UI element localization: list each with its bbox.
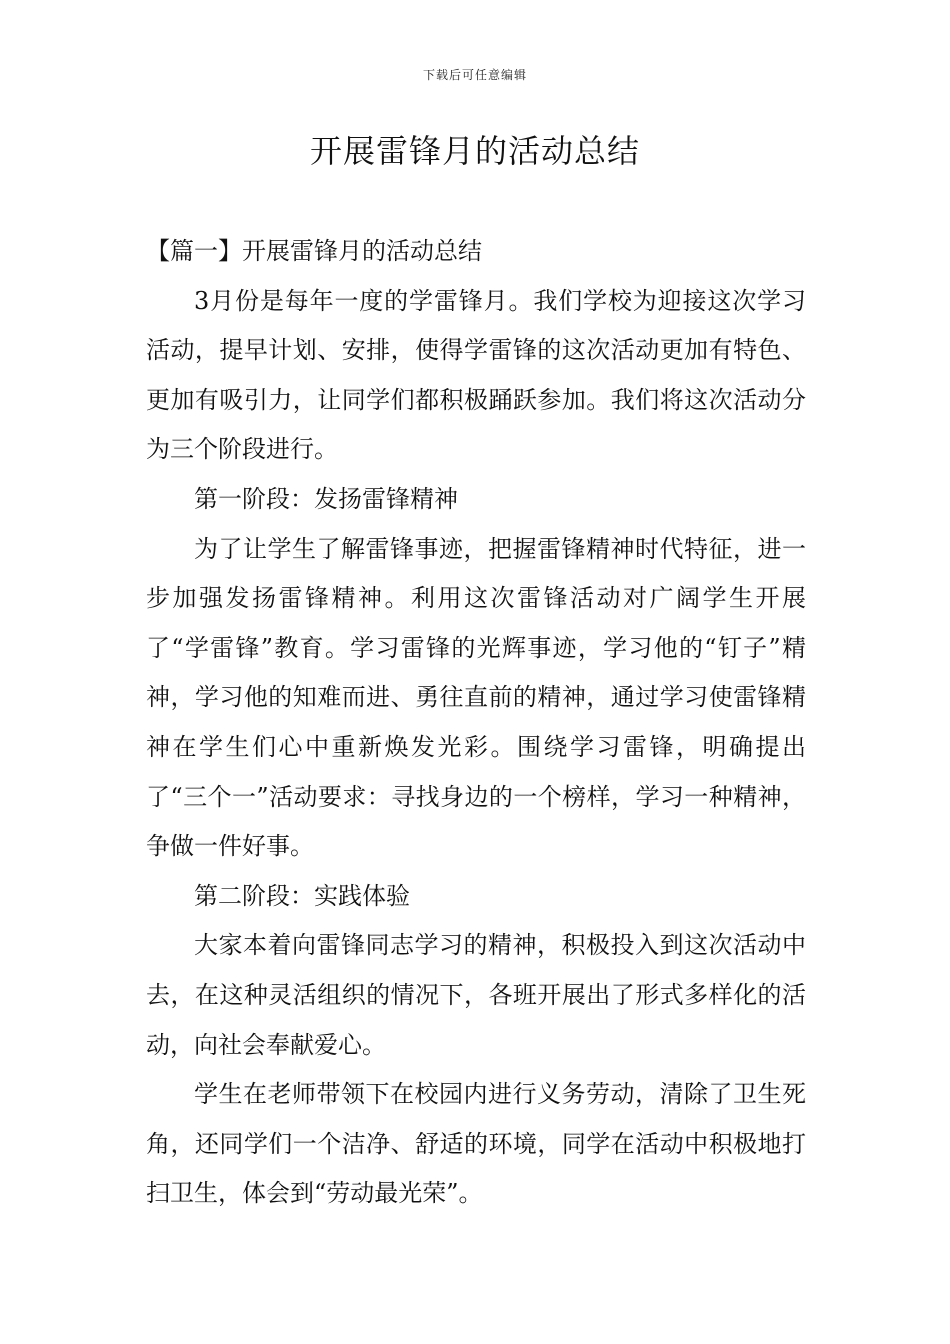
paragraph-stage-two: 大家本着向雷锋同志学习的精神，积极投入到这次活动中去，在这种灵活组织的情况下，各班开展出了形式多样化的活动，向社会奉献爱心。 bbox=[146, 931, 806, 1059]
document-body bbox=[146, 227, 806, 1219]
paragraph-labor: 学生在老师带领下在校园内进行义务劳动，清除了卫生死角，还同学们一个洁净、舒适的环境，同学在活动中积极地打扫卫生，体会到“劳动最光荣”。 bbox=[146, 1080, 806, 1208]
stage-one-heading: 第一阶段：发扬雷锋精神 bbox=[194, 484, 458, 513]
document-title: 开展雷锋月的活动总结 bbox=[309, 132, 640, 170]
paragraph-stage-one: 为了让学生了解雷锋事迹，把握雷锋精神时代特征，进一步加强发扬雷锋精神。利用这次雷锋活动对广阔学生开展了“学雷锋”教育。学习雷锋的光辉事迹，学习他的“钉子”精神，学习他的知难而进、勇往直前的精神，通过学习使雷锋精神在学生们心中重新焕发光彩。围绕学习雷锋，明确提出了“三个一”活动要求：寻找身边的一个榜样，学习一种精神，争做一件好事。 bbox=[146, 534, 806, 861]
header-note: 下载后可任意编辑 bbox=[422, 68, 527, 82]
paragraph-intro: 3月份是每年一度的学雷锋月。我们学校为迎接这次学习活动，提早计划、安排，使得学雷锋的这次活动更加有特色、更加有吸引力，让同学们都积极踊跃参加。我们将这次活动分为三个阶段进行。 bbox=[146, 286, 806, 464]
stage-two-heading: 第二阶段：实践体验 bbox=[194, 881, 410, 910]
section-heading: 【篇一】开展雷锋月的活动总结 bbox=[146, 237, 482, 265]
